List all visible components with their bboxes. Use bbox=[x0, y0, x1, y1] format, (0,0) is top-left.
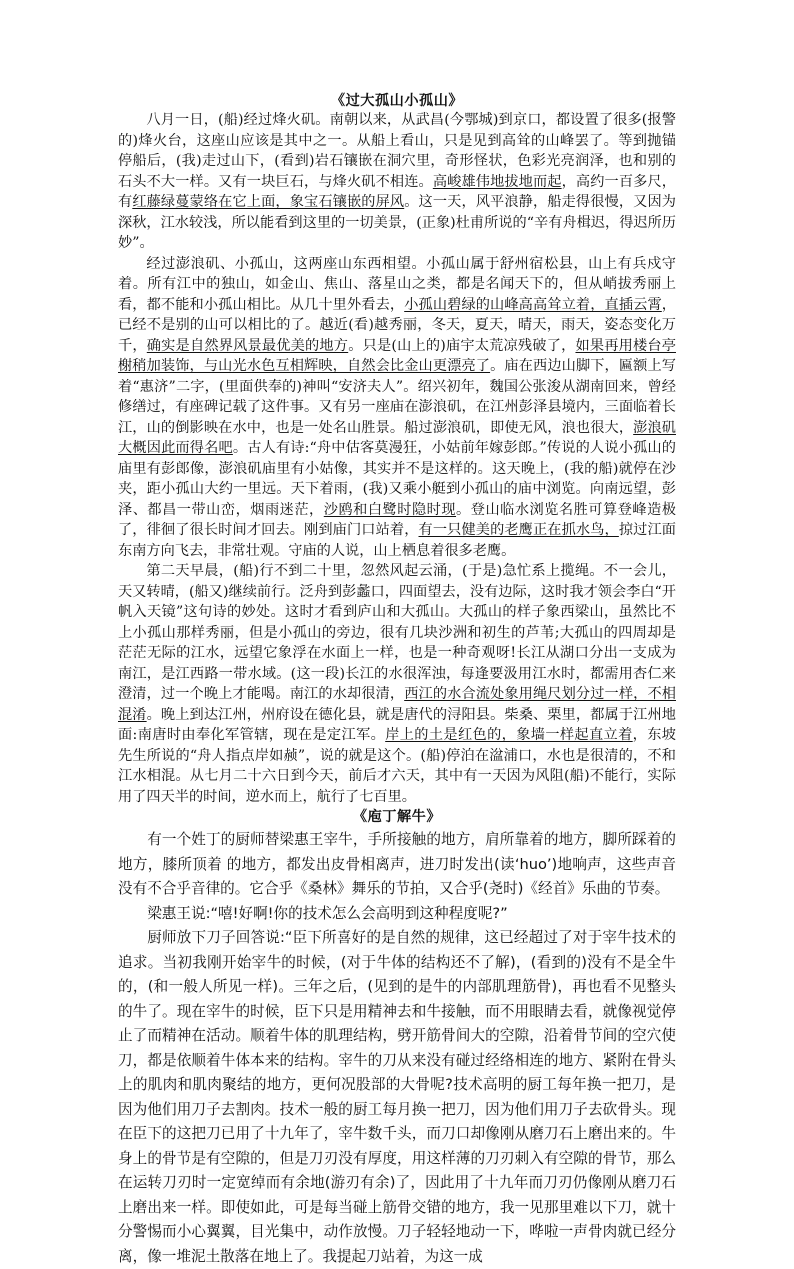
paragraph bbox=[118, 110, 676, 254]
text-run: 厨师放下刀子回答说:“臣下所喜好的是自然的规律，这已经超过了对于宰牛技术的追求。当初我刚开始宰牛的时候，(对于牛体的结构还不了解)，(看到的)没有不是全牛的，(和一般人所见一样)。三年之后，(见到的是牛的内部肌理筋骨)，再也看不见整头的牛了。现在宰牛的时候，臣下只是用精神去和牛接触，而不用眼睛去看，就像视觉停止了而精神在活动。顺着牛体的肌理结构，劈开筋骨间大的空隙，沿着骨节间的空穴使刀，都是依顺着牛体本来的结构。宰牛的刀从来没有碰过经络相连的地方、紧附在骨头上的肌肉和肌肉聚结的地方，更何况股部的大骨呢?技术高明的厨工每年换一把刀，是因为他们用刀子去割肉。技术一般的厨工每月换一把刀，因为他们用刀子去砍骨头。现在臣下的这把刀已用了十九年了，宰牛数千头，而刀口却像刚从磨刀石上磨出来的。牛身上的骨节是有空隙的，但是刀刃没有厚度，用这样薄的刀刃刺入有空隙的骨节，那么在运转刀刃时一定宽绰而有余地(游刃有余)了，因此用了十九年而刀刃仍像刚从磨刀石上磨出来一样。即使如此，可是每当碰上筋骨交错的地方，我一见那里难以下刀，就十分警惕而小心翼翼，目光集中，动作放慢。刀子轻轻地动一下，哗啦一声骨肉就已经分离，像一堆泥土散落在地上了。我提起刀站着，为这一成 bbox=[118, 929, 676, 1265]
paragraph bbox=[118, 561, 676, 807]
paragraph bbox=[118, 828, 676, 902]
paragraph bbox=[118, 926, 676, 1269]
text-run: 。只是(山上的)庙宇太荒凉残破了， bbox=[348, 337, 576, 354]
paragraph bbox=[118, 902, 676, 927]
text-run: 。晚上到达江州，州府设在德化县，就是唐代的浔阳县。柴桑、栗里，都属于江州地面:南唐时由奉化军管辖，现在是定江军。 bbox=[118, 706, 676, 743]
underlined-phrase: 岸上的土是红色的，象墙一样起直立着 bbox=[385, 727, 633, 743]
text-run: 。庙在西边山脚下，匾额上写着“惠济”二字，(里面供奉的)神叫“安济夫人”。绍兴初年，魏国公张浚从湖南回来，曾经修缮过，有座碑记载了这件事。又有另一座庙在澎浪矶，在江州彭泽县境内，三面临着长江，山的倒影映在水中，也是一处名山胜景。船过澎浪矶，即使无风，浪也很大， bbox=[118, 358, 676, 436]
text-run: 八月一日，(船)经过烽火矶。南朝以来，从武昌(今鄂城)到京口，都设置了很多(报警的)烽火台，这座山应该是其中之一。从船上看山，只是见到高耸的山峰罢了。等到抛锚停船后，(我)走过山下，(看到)岩石镶嵌在洞穴里，奇形怪状，色彩光亮润泽，也和别的石头不大一样。又有一块巨石，与烽火矶不相连。 bbox=[118, 112, 676, 190]
text-run: 。古人有诗:“舟中估客莫漫狂，小姑前年嫁彭郎。”传说的人说小孤山的庙里有彭郎像，澎浪矶庙里有小姑像，其实并不是这样的。这天晚上，(我的船)就停在沙夹，距小孤山大约一里远。天下着雨，(我)又乘小艇到小孤山的庙中浏览。向南远望，彭泽、都昌一带山峦，烟雨迷茫， bbox=[118, 440, 676, 518]
text-column bbox=[118, 92, 676, 1269]
underlined-phrase: 高峻雄伟地拔地而起 bbox=[432, 173, 562, 190]
paragraph bbox=[118, 254, 676, 562]
text-run: 梁惠王说:“嘻!好啊!你的技术怎么会高明到这种程度呢?” bbox=[147, 904, 508, 922]
underlined-phrase: 西江的水合流处象用绳尺划分过一样，不相混淆 bbox=[118, 686, 676, 723]
text-run: 。这一天，风平浪静，船走得很慢，又因为深秋，江水较浅，所以能看到这里的一切美景，(正象)杜甫所说的“辛有舟楫迟，得迟所历妙”。 bbox=[118, 194, 676, 251]
text-run: 掠过江面东南方向飞去，非常壮观。守庙的人说，山上栖息着很多老鹰。 bbox=[118, 522, 676, 559]
underlined-phrase: 澎浪矶大概因此而得名吧 bbox=[118, 419, 676, 456]
underlined-phrase: 有一只健美的老鹰正在抓水鸟， bbox=[418, 522, 619, 538]
underlined-phrase: 小孤山碧绿的山峰高高耸立着，直插云霄 bbox=[404, 296, 662, 313]
underlined-phrase: 确实是自然界风景最优美的地方 bbox=[146, 337, 349, 354]
text-run: 。登山临水浏览名胜可算登峰造极了，徘徊了很长时间才回去。刚到庙门口站着， bbox=[118, 501, 676, 538]
text-run: 经过澎浪矶、小孤山，这两座山东西相望。小孤山属于舒州宿松县，山上有兵戍守着。所有江中的独山，如金山、焦山、落星山之类，都是名闻天下的，但从峭拔秀丽上看，都不能和小孤山相比。从几十里外看去， bbox=[118, 255, 676, 313]
text-run: ，东坡先生所说的“舟人指点岸如赪”，说的就是这个。(船)停泊在湓浦口，水也是很清的，不和江水相混。从七月二十六日到今天，前后才六天，其中有一天因为风阻(船)不能行，实际用了四天半的时间，逆水而上，航行了七百里。 bbox=[118, 727, 676, 805]
text-run: 第二天早晨，(船)行不到二十里，忽然风起云涌，(于是)急忙系上揽绳。不一会儿，天又转晴，(船又)继续前行。泛舟到彭蠡口，四面望去，没有边际，这时我才领会李白“开帆入天镜”这句诗的妙处。这时才看到庐山和大孤山。大孤山的样子象西梁山，虽然比不上小孤山那样秀丽，但是小孤山的旁边，很有几块沙洲和初生的芦苇;大孤山的四周却是茫茫无际的江水，远望它象浮在水面上一样，也是一种奇观呀!长江从湖口分出一支成为南江，是江西路一带水域。(这一段)长江的水很浑浊，每逢要汲用江水时，都需用杏仁来澄清，过一个晚上才能喝。南江的水却很清， bbox=[118, 563, 676, 702]
text-run: 有一个姓丁的厨师替梁惠王宰牛，手所接触的地方，肩所靠着的地方，脚所踩着的地方，膝所顶着 的地方，都发出皮骨相离声，进刀时发出(读‘huo’)地响声，这些声音没有不合乎音律的。它合乎《桑林》舞乐的节拍，又合乎(尧时)《经首》乐曲的节奏。 bbox=[118, 831, 676, 897]
underlined-phrase: 如果再用楼台亭榭稍加装饰，与山光水色互相辉映，自然会比金山更漂亮了 bbox=[118, 337, 676, 374]
section-title-pao-ding-jie-niu: 《庖丁解牛》 bbox=[352, 809, 442, 825]
text-run: ，已经不是别的山可以相比的了。越近(看)越秀丽，冬天，夏天，晴天，雨天，姿态变化万千， bbox=[118, 296, 676, 354]
text-run: ，高约一百多尺，有 bbox=[118, 173, 676, 210]
underlined-phrase: 沙鸥和白鹭时隐时现 bbox=[323, 501, 457, 518]
underlined-phrase: 红藤绿蔓蒙络在它上面，象宝石镶嵌的屏风 bbox=[132, 194, 405, 210]
section-title-guo-da-gu-shan: 《过大孤山小孤山》 bbox=[330, 93, 464, 109]
